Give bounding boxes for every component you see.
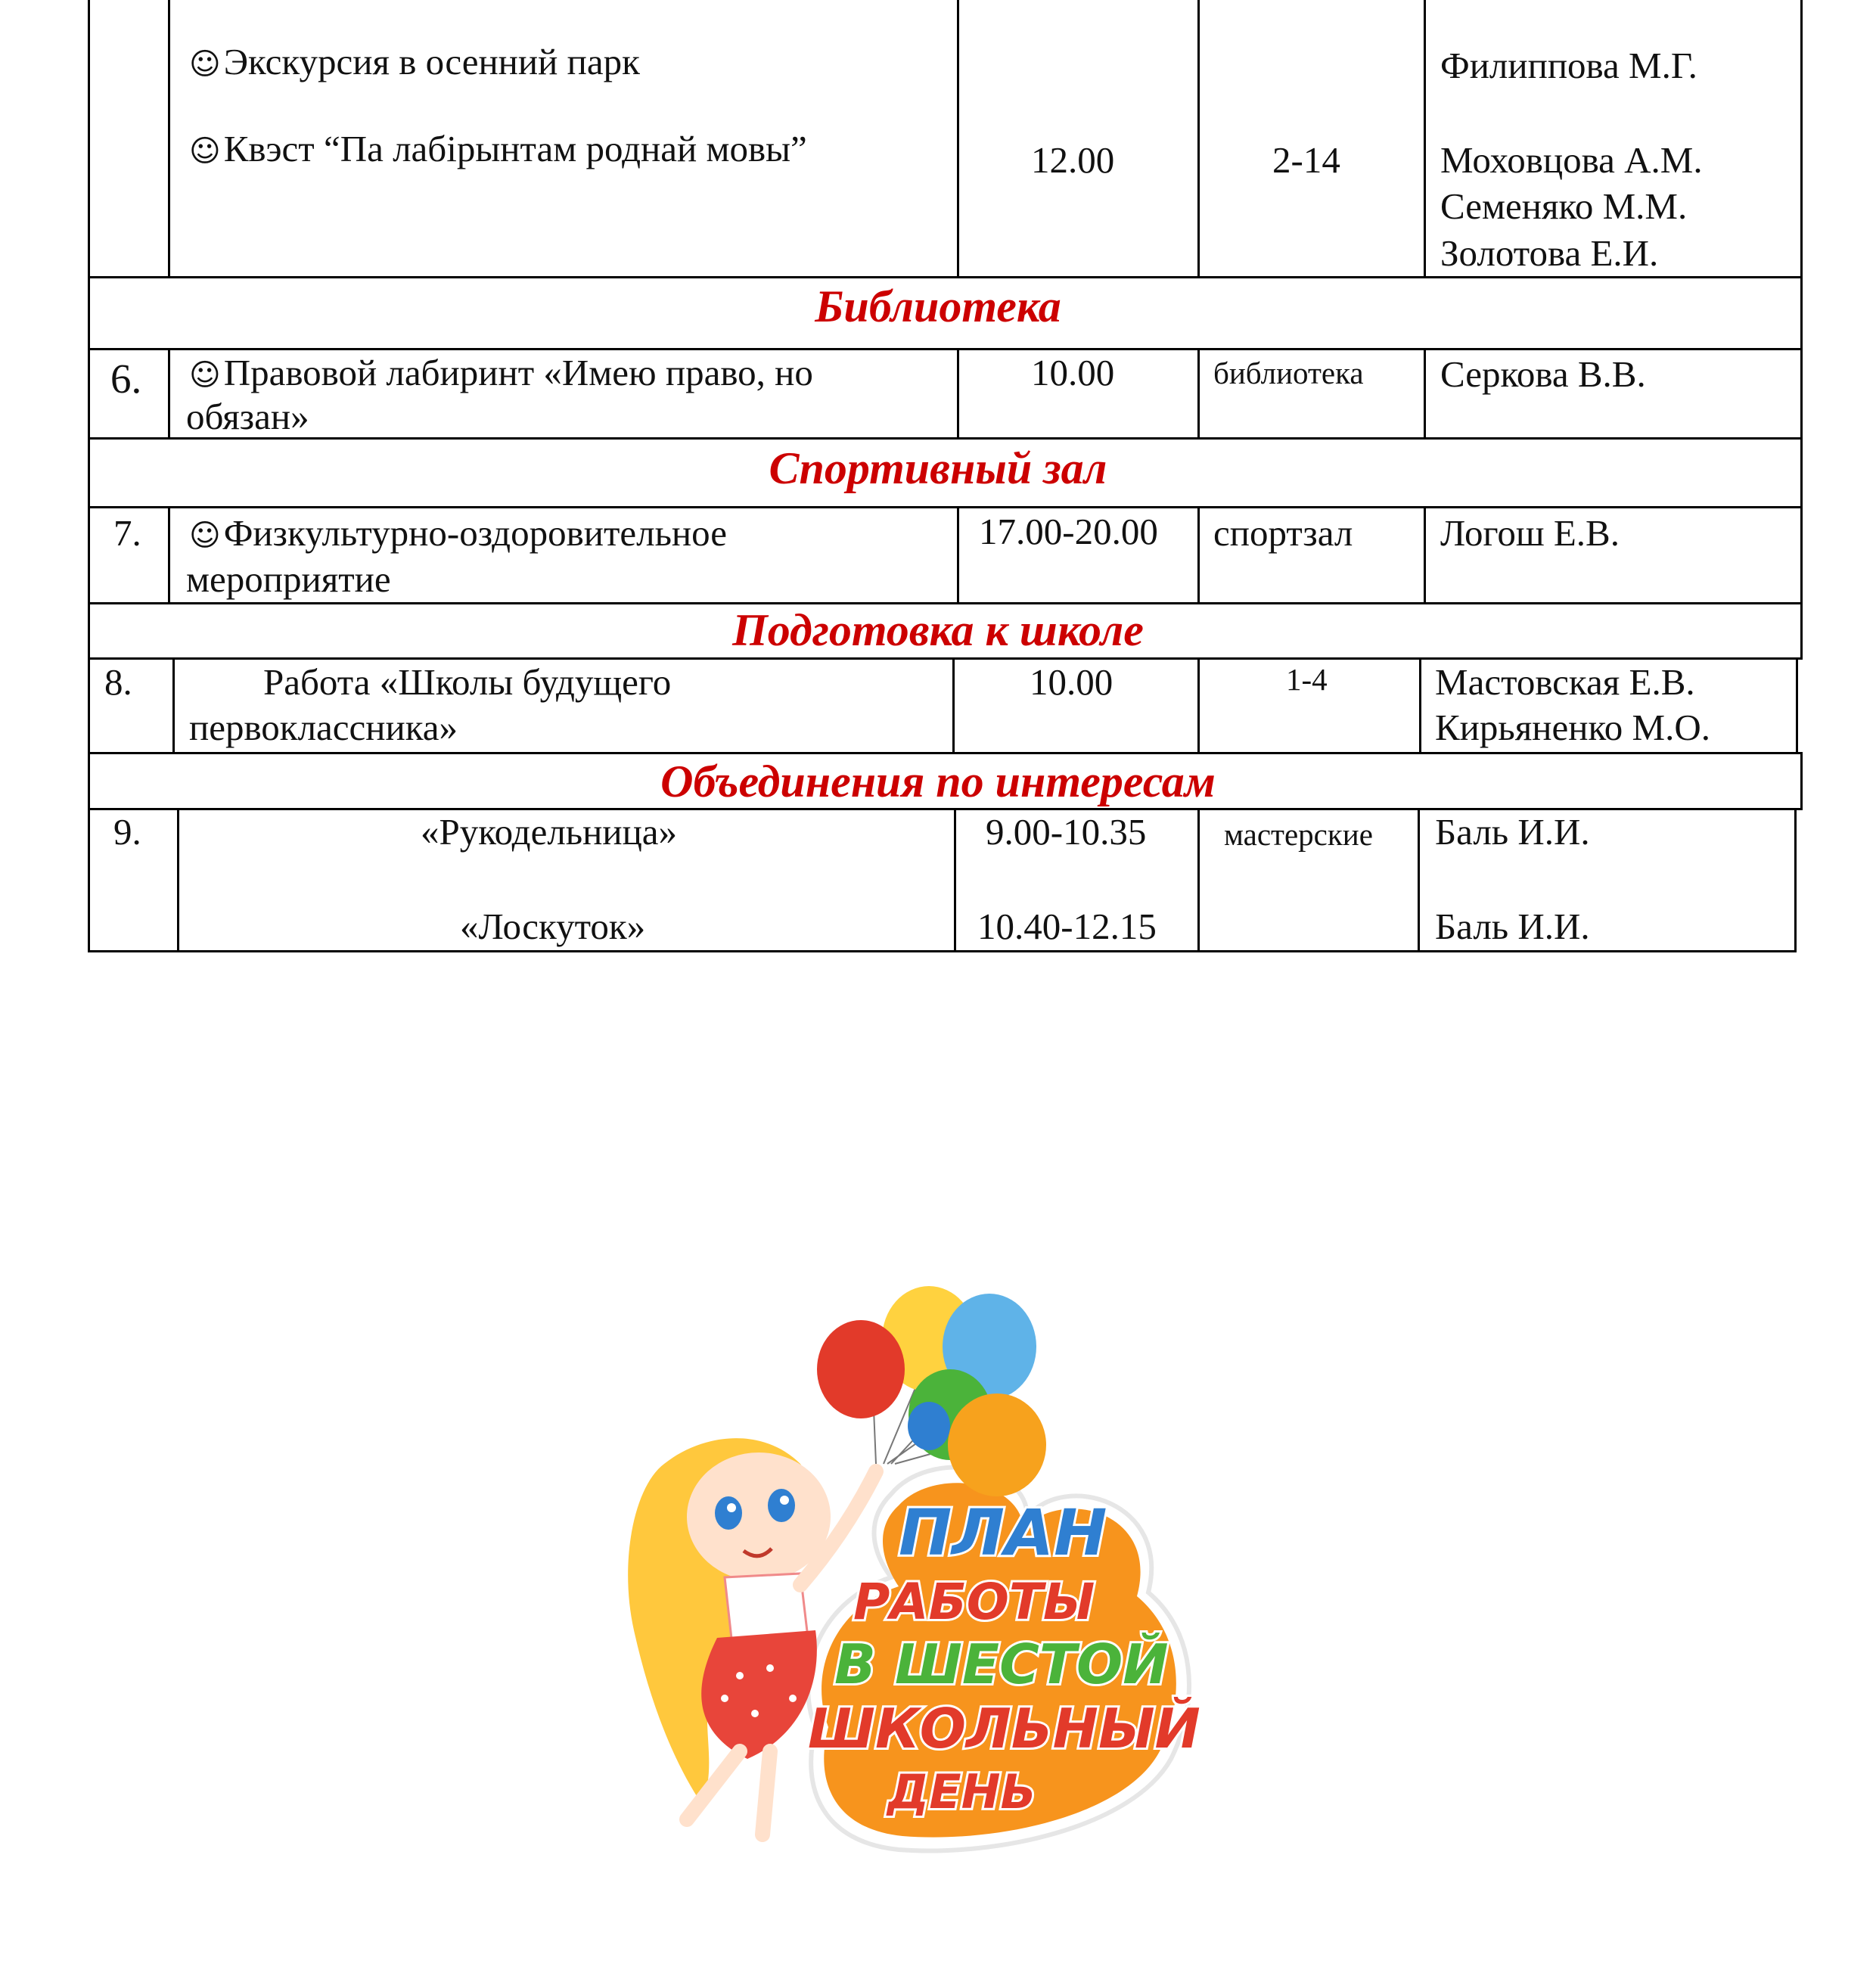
- responsible-person: Мастовская Е.В.: [1435, 661, 1695, 703]
- row-number: 9.: [113, 811, 141, 853]
- event-item: [189, 39, 640, 87]
- grid-line: [88, 752, 1803, 754]
- grid-line: [1800, 0, 1803, 278]
- club-name: «Лоскуток»: [460, 906, 646, 947]
- event-text: Экскурсия в осенний парк: [223, 41, 640, 82]
- event-item: [189, 511, 727, 558]
- responsible-person: Серкова В.В.: [1440, 353, 1646, 395]
- row-number: 8.: [104, 661, 132, 703]
- grid-line: [168, 348, 170, 439]
- grid-line: [88, 506, 90, 604]
- grid-line: [1197, 0, 1200, 278]
- responsible-person: Золотова Е.И.: [1440, 232, 1659, 274]
- grid-line: [1418, 808, 1420, 952]
- event-text: мероприятие: [186, 558, 391, 600]
- grid-line: [957, 348, 959, 439]
- grid-line: [1197, 506, 1200, 604]
- grid-line: [172, 657, 175, 753]
- grid-line: [88, 808, 90, 952]
- grid-line: [1794, 808, 1797, 952]
- grid-line: [1800, 348, 1803, 439]
- responsible-person: Моховцова А.М.: [1440, 139, 1703, 181]
- grid-line: [1197, 348, 1200, 439]
- grid-line: [957, 0, 959, 278]
- event-item: [189, 126, 807, 174]
- event-time: 10.00: [1030, 661, 1113, 703]
- event-text: обязан»: [186, 396, 309, 437]
- event-text: Квэст “Па лабірынтам роднай мовы”: [223, 128, 807, 169]
- event-item: [189, 350, 813, 398]
- grid-line: [88, 348, 90, 439]
- grid-line: [954, 808, 956, 952]
- grid-line: [168, 0, 170, 278]
- smiley-icon: ☺: [189, 518, 221, 553]
- event-text: Работа «Школы будущего: [263, 661, 672, 703]
- responsible-person: Семеняко М.М.: [1440, 185, 1688, 227]
- illustration-title-line: В ШЕСТОЙ: [834, 1633, 1169, 1696]
- row-number: 7.: [113, 512, 141, 554]
- event-time: 12.00: [1031, 139, 1115, 181]
- event-place: мастерские: [1224, 817, 1373, 852]
- illustration-title-line: ПЛАН: [899, 1496, 1107, 1570]
- responsible-person: Кирьяненко М.О.: [1435, 707, 1711, 748]
- event-place: библиотека: [1213, 356, 1364, 390]
- event-time: 9.00-10.35: [986, 811, 1147, 853]
- grid-line: [1796, 657, 1798, 753]
- grid-line: [1424, 348, 1426, 439]
- section-title-library: Библиотека: [815, 281, 1061, 331]
- grid-line: [88, 276, 1803, 278]
- event-text: Физкультурно-оздоровительное: [223, 512, 727, 554]
- event-text: Правовой лабиринт «Имею право, но: [223, 352, 813, 393]
- smiley-icon: ☺: [189, 134, 221, 169]
- grid-line: [88, 506, 1803, 508]
- grid-line: [957, 506, 959, 604]
- grid-line: [1800, 506, 1803, 604]
- club-name: «Рукодельница»: [421, 811, 678, 853]
- row-number: 6.: [110, 356, 142, 402]
- event-place: 2-14: [1272, 139, 1340, 181]
- grid-line: [1424, 506, 1426, 604]
- illustration-title-line: ШКОЛЬНЫЙ: [808, 1697, 1200, 1760]
- grid-line: [88, 437, 1803, 440]
- event-time: 10.00: [1031, 352, 1115, 393]
- responsible-person: Баль И.И.: [1435, 906, 1590, 947]
- grid-line: [1197, 657, 1200, 753]
- responsible-person: Баль И.И.: [1435, 811, 1590, 853]
- plan-illustration: [573, 1275, 1218, 1872]
- event-time: 17.00-20.00: [979, 511, 1158, 552]
- girl-with-balloons-image: [573, 1275, 1218, 1872]
- responsible-person: Логош Е.В.: [1440, 512, 1620, 554]
- grid-line: [1424, 0, 1426, 278]
- responsible-person: Филиппова М.Г.: [1440, 45, 1697, 86]
- smiley-icon: ☺: [189, 358, 221, 393]
- grid-line: [88, 657, 90, 753]
- grid-line: [1197, 808, 1200, 952]
- event-time: 10.40-12.15: [977, 906, 1157, 947]
- smiley-icon: ☺: [189, 47, 221, 82]
- event-text: первоклассника»: [189, 707, 458, 748]
- grid-line: [177, 808, 179, 952]
- grid-line: [88, 0, 90, 278]
- section-title-school: Подготовка к школе: [732, 605, 1144, 655]
- section-title-sport: Спортивный зал: [769, 443, 1107, 493]
- grid-line: [952, 657, 955, 753]
- illustration-title-line: ДЕНЬ: [887, 1764, 1036, 1819]
- event-place: 1-4: [1286, 662, 1328, 697]
- grid-line: [1419, 657, 1421, 753]
- grid-line: [168, 506, 170, 604]
- event-place: спортзал: [1213, 512, 1353, 554]
- illustration-title-line: РАБОТЫ: [853, 1573, 1095, 1631]
- section-title-interest: Объединения по интересам: [660, 757, 1216, 806]
- grid-line: [88, 950, 1797, 952]
